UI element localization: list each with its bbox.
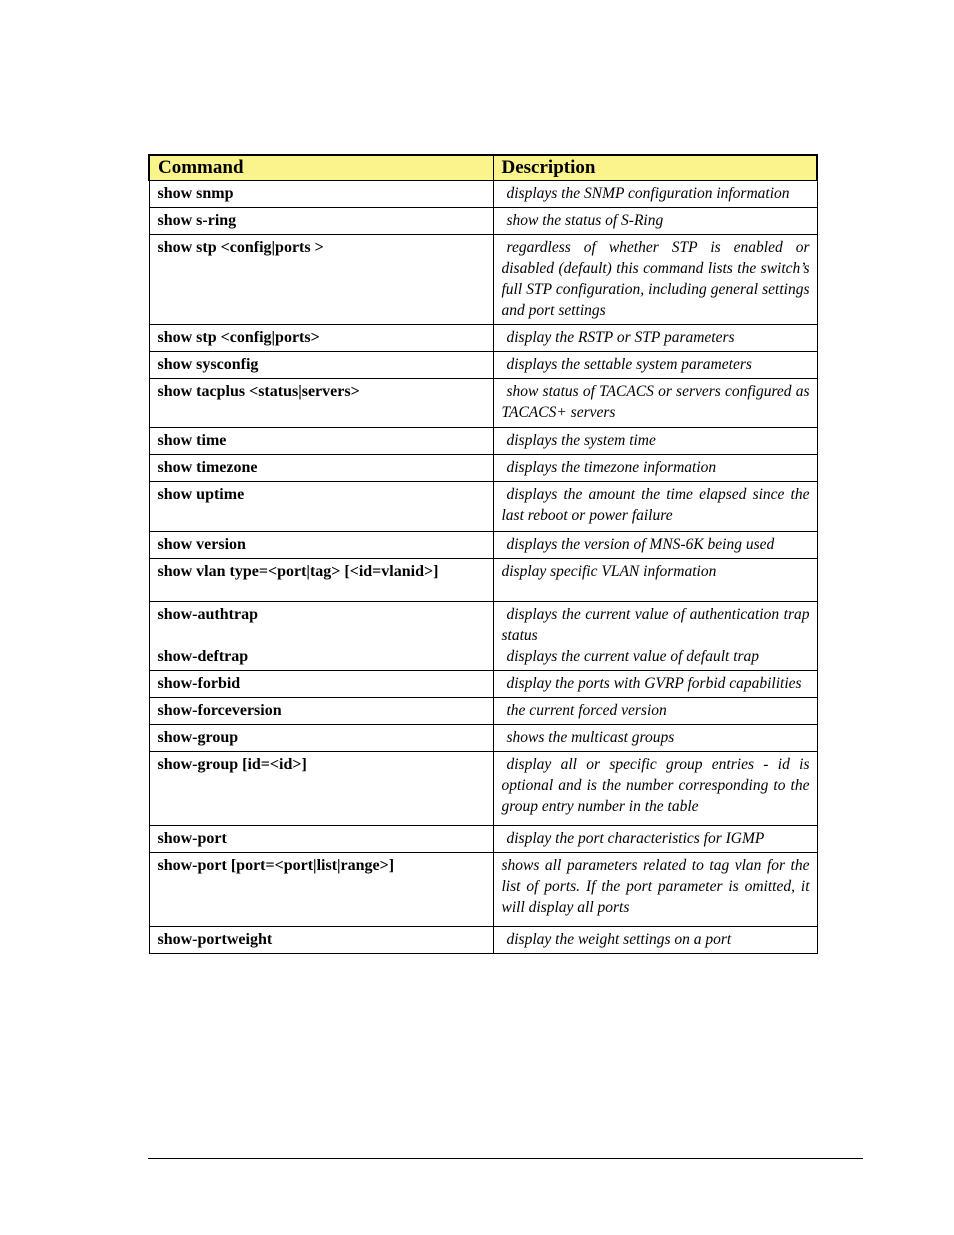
table-row (149, 752, 817, 826)
description-cell (493, 602, 817, 671)
command-cell: show timezone (149, 455, 493, 482)
command-cell: show time (149, 428, 493, 455)
description-text: displays the system time (506, 432, 656, 449)
command-column-header: Command (149, 155, 493, 181)
description-cell (493, 455, 817, 482)
description-text: displays the amount the time elapsed since the last reboot or power failure (501, 486, 810, 524)
description-cell (493, 725, 817, 752)
description-text: displays the current value of default trap (506, 648, 760, 665)
description-cell (493, 927, 817, 954)
description-cell (493, 379, 817, 428)
description-text: display the weight settings on a port (506, 931, 732, 948)
table-row (149, 208, 817, 235)
description-text: displays the current value of authentication trap status (501, 606, 810, 644)
description-cell (493, 532, 817, 559)
description-text: regardless of whether STP is enabled or disabled (default) this command lists the switch’s full STP configuration, including general settings and port settings (501, 239, 810, 319)
table-row (149, 181, 817, 208)
table-row (149, 559, 817, 602)
command-cell: show-port [port=<port|list|range>] (149, 853, 493, 927)
command-cell: show-portweight (149, 927, 493, 954)
description-text: displays the SNMP configuration information (506, 185, 790, 202)
command-cell: show-forceversion (149, 698, 493, 725)
command-cell: show sysconfig (149, 352, 493, 379)
description-cell (493, 235, 817, 325)
table-row (149, 352, 817, 379)
table-row (149, 671, 817, 698)
command-text: show-authtrap (157, 606, 258, 623)
command-cell: show-group [id=<id>] (149, 752, 493, 826)
description-text: shows the multicast groups (506, 729, 675, 746)
table-header-row (149, 155, 817, 181)
table-row (149, 325, 817, 352)
command-text: show-deftrap (157, 648, 249, 665)
table-row (149, 927, 817, 954)
table-row (149, 602, 817, 671)
table-row (149, 455, 817, 482)
description-cell (493, 428, 817, 455)
description-text: display the port characteristics for IGMP (506, 830, 765, 847)
table-row (149, 379, 817, 428)
command-cell: show stp <config|ports > (149, 235, 493, 325)
description-cell (493, 671, 817, 698)
command-cell: show s-ring (149, 208, 493, 235)
command-cell: show vlan type=<port|tag> [<id=vlanid>] (149, 559, 493, 602)
description-text: display all or specific group entries - id is optional and is the number corresponding to the group entry number in the table (501, 756, 810, 815)
command-cell: show-forbid (149, 671, 493, 698)
description-column-header: Description (493, 155, 817, 181)
description-cell (493, 352, 817, 379)
description-cell (493, 181, 817, 208)
command-cell: show tacplus <status|servers> (149, 379, 493, 428)
command-cell: show-group (149, 725, 493, 752)
description-cell (493, 698, 817, 725)
description-cell: display specific VLAN information (493, 559, 817, 602)
command-cell (149, 602, 493, 671)
description-cell (493, 208, 817, 235)
table-row (149, 428, 817, 455)
command-cell: show version (149, 532, 493, 559)
description-cell (493, 482, 817, 532)
table-row (149, 853, 817, 927)
command-cell: show uptime (149, 482, 493, 532)
description-cell (493, 826, 817, 853)
footer-rule (148, 1158, 863, 1159)
table-row (149, 235, 817, 325)
command-cell: show stp <config|ports> (149, 325, 493, 352)
description-text: show status of TACACS or servers configured as TACACS+ servers (501, 383, 810, 421)
table-row (149, 482, 817, 532)
description-text: display the ports with GVRP forbid capabilities (506, 675, 802, 692)
table-row (149, 698, 817, 725)
table-row (149, 826, 817, 853)
command-cell: show-port (149, 826, 493, 853)
description-cell: shows all parameters related to tag vlan for the list of ports. If the port parameter is omitted, it will display all ports (493, 853, 817, 927)
command-table (148, 154, 818, 954)
description-text: displays the timezone information (506, 459, 717, 476)
description-text: the current forced version (506, 702, 667, 719)
table-row (149, 725, 817, 752)
spacer (158, 625, 486, 646)
description-cell (493, 325, 817, 352)
description-text: show the status of S-Ring (506, 212, 664, 229)
description-cell (493, 752, 817, 826)
table-row (149, 532, 817, 559)
description-text: display the RSTP or STP parameters (506, 329, 735, 346)
command-cell: show snmp (149, 181, 493, 208)
description-text: displays the version of MNS-6K being used (506, 536, 775, 553)
description-text: displays the settable system parameters (506, 356, 752, 373)
